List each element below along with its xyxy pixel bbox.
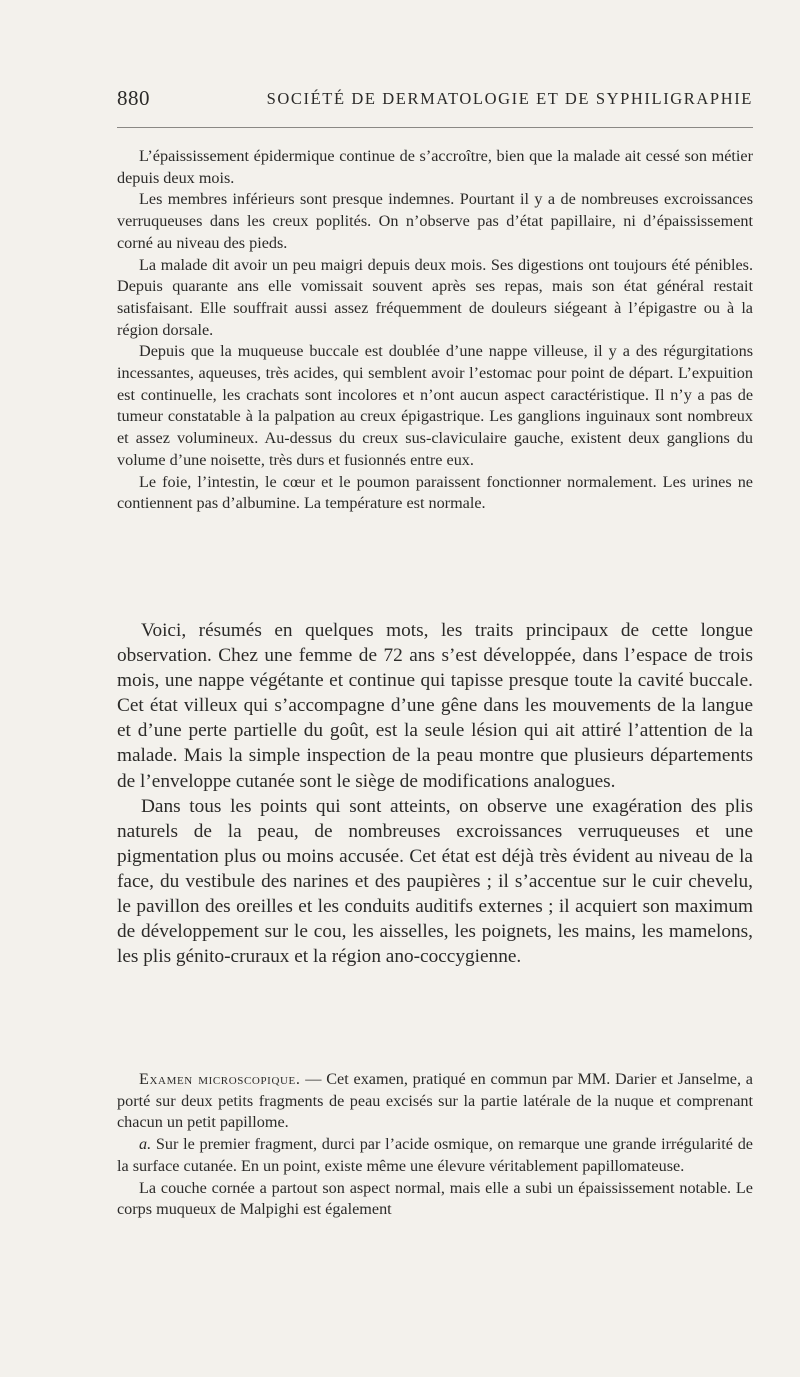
page-header xyxy=(117,86,753,118)
exam-paragraph xyxy=(117,1069,753,1134)
microscopic-exam xyxy=(117,1069,753,1221)
paragraph: Le foie, l’intestin, le cœur et le poumon paraissent fonctionner normalement. Les urines ne contiennent pas d’albumine. La température est normale. xyxy=(117,472,753,513)
header-rule xyxy=(117,127,753,128)
paragraph: Les membres inférieurs sont presque indemnes. Pourtant il y a de nombreuses excroissances verruqueuses dans les creux poplités. On n’observe pas d’état papillaire, ni d’épaississement corné au niveau des pieds. xyxy=(117,190,753,252)
paragraph: Voici, résumés en quelques mots, les traits principaux de cette longue observation. Chez une femme de 72 ans s’est développée, dans l’espace de trois mois, une nappe végétante et continue qui tapisse presque toute la cavité buccale. Cet état villeux qui s’accompagne d’une gêne dans les mouvements de la langue et d’une perte partielle du goût, est la seule lésion qui ait attiré l’attention de la malade. Mais la simple inspection de la peau montre que plusieurs départements de l’enveloppe cutanée sont le siège de modifications analogues. xyxy=(117,620,753,792)
exam-heading: Examen microscopique. xyxy=(139,1070,301,1088)
item-paragraph xyxy=(117,1134,753,1177)
paragraph: L’épaississement épidermique continue de s’accroître, bien que la malade ait cessé son métier depuis deux mois. xyxy=(117,147,753,187)
item-text: Sur le premier fragment, durci par l’acide osmique, on remarque une grande irrégularité de la surface cutanée. En un point, existe même une élevure véritablement papillomateuse. xyxy=(117,1135,753,1175)
paragraph: La couche cornée a partout son aspect normal, mais elle a subi un épaississement notable. Le corps muqueux de Malpighi est également xyxy=(117,1178,753,1219)
paragraph: Dans tous les points qui sont atteints, on observe une exagération des plis naturels de la peau, de nombreuses excroissances verruqueuses et une pigmentation plus ou moins accusée. Cet état est déjà très évident au niveau de la face, du vestibule des narines et des paupières ; il s’accentue sur le cuir chevelu, le pavillon des oreilles et les conduits auditifs externes ; il acquiert son maximum de développement sur le cou, les aisselles, les poignets, les mains, les mamelons, les plis génito-cruraux et la région ano-coccygienne. xyxy=(117,795,753,968)
summary-text xyxy=(117,618,753,969)
page-number: 880 xyxy=(117,86,150,110)
exam-text: — Cet examen, pratiqué en commun par MM. Darier et Janselme, a porté sur deux petits fragments de peau excisés sur la partie latérale de la nuque et comprenant chacun un petit papillome. xyxy=(117,1070,753,1132)
observation-text xyxy=(117,146,753,515)
item-letter: a. xyxy=(139,1135,152,1154)
running-title: SOCIÉTÉ DE DERMATOLOGIE ET DE SYPHILIGRAPHIE xyxy=(266,89,753,108)
paragraph: La malade dit avoir un peu maigri depuis deux mois. Ses digestions ont toujours été pénibles. Depuis quarante ans elle vomissait souvent après ses repas, mais son état général restait satisfaisant. Elle souffrait aussi assez fréquemment de douleurs siégeant à l’épigastre ou à la région dorsale. xyxy=(117,255,753,339)
paragraph: Depuis que la muqueuse buccale est doublée d’une nappe villeuse, il y a des régurgitations incessantes, aqueuses, très acides, qui semblent avoir l’estomac pour point de départ. L’expuition est continuelle, les crachats sont incolores et n’ont aucun aspect caractéristique. Il n’y a pas de tumeur constatable à la palpation au creux épigastrique. Les ganglions inguinaux sont nombreux et assez volumineux. Au-dessus du creux sus-claviculaire gauche, existent deux ganglions du volume d’une noisette, très durs et fusionnés entre eux. xyxy=(117,342,753,469)
